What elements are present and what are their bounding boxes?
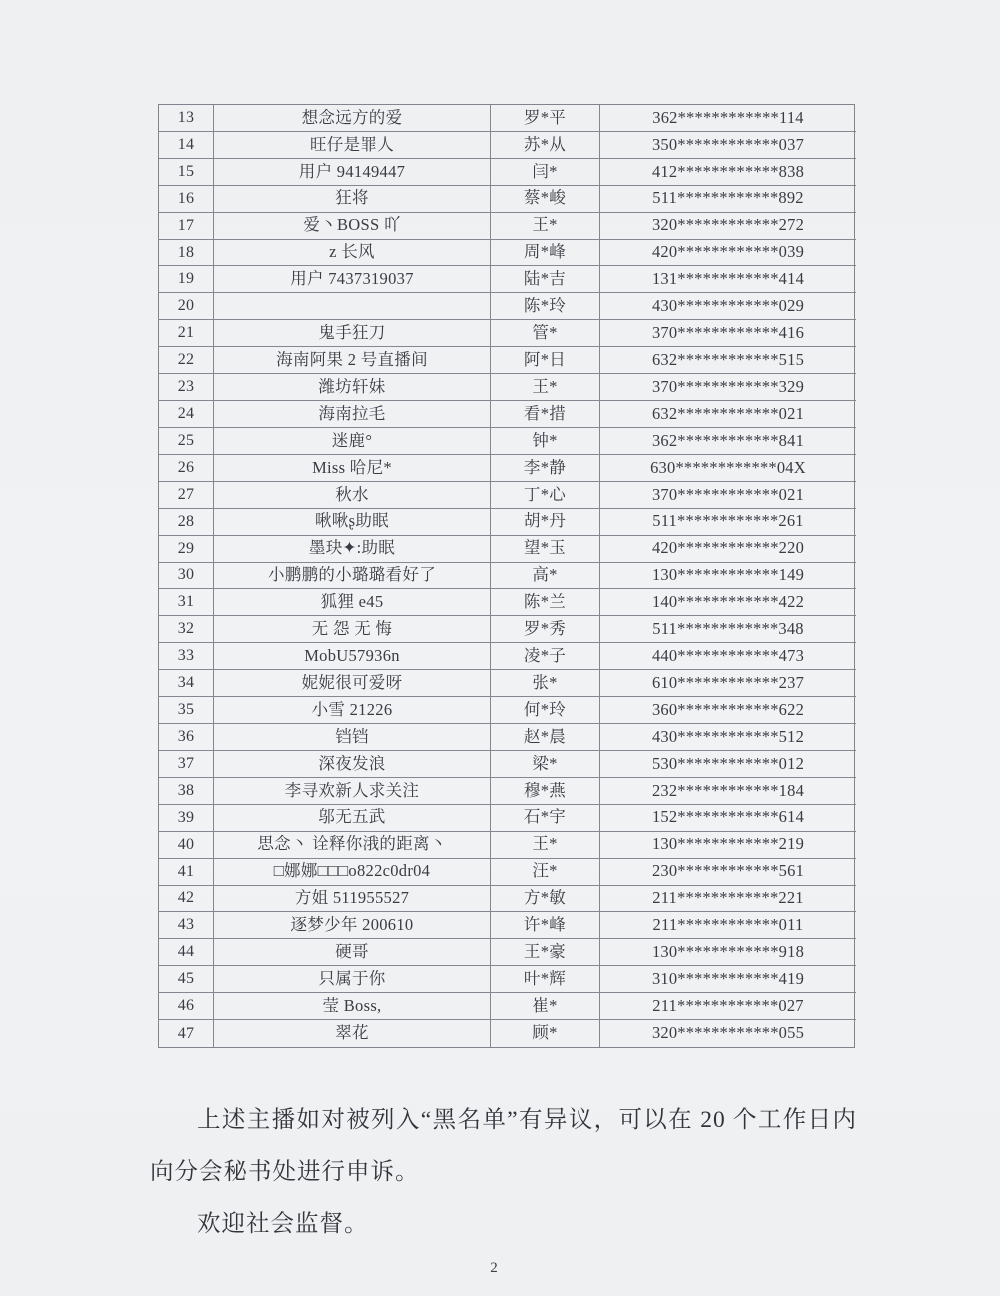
table-cell-nickname: MobU57936n	[214, 643, 491, 670]
table-cell-id: 420************220	[600, 536, 856, 563]
table-cell-name: 周*峰	[491, 240, 600, 267]
table-cell-nickname: □娜娜□□□o822c0dr04	[214, 859, 491, 886]
table-cell-id: 320************055	[651, 1023, 805, 1043]
table-cell-nickname: 用户 7437319037	[214, 266, 491, 293]
table-cell-name: 许*峰	[491, 912, 600, 939]
table-cell-id: 511************892	[600, 186, 856, 213]
table-cell-id: 152************614	[600, 805, 856, 832]
table-cell-no: 40	[159, 832, 214, 859]
table-cell-id: 420************039	[600, 240, 856, 267]
table-cell-nickname: 啾啾ʂ助眠	[214, 509, 491, 536]
table-cell-nickname: 只属于你	[214, 966, 491, 993]
table-cell-nickname: Miss 哈尼*	[214, 455, 491, 482]
table-cell-name: 方*敏	[491, 886, 600, 913]
table-cell-name: 闫*	[491, 159, 600, 186]
table-cell-nickname: 妮妮很可爱呀	[214, 670, 491, 697]
table-cell-nickname: 狂将	[214, 186, 491, 213]
table-cell-nickname: 海南阿果 2 号直播间	[214, 347, 491, 374]
table-cell-nickname: 墨玦✦:助眠	[214, 536, 491, 563]
table-cell-name: 高*	[491, 563, 600, 590]
table-cell-no: 25	[159, 428, 214, 455]
supervision-paragraph: 欢迎社会监督。	[197, 1211, 369, 1237]
table-cell-no: 14	[159, 132, 214, 159]
table-cell-nickname: 用户 94149447	[214, 159, 491, 186]
table-cell-id: 350************037	[600, 132, 856, 159]
table-cell-id: 230************561	[600, 859, 856, 886]
table-cell-name: 王*	[491, 213, 600, 240]
table-cell-name: 王*	[491, 374, 600, 401]
table-cell-no: 43	[159, 912, 214, 939]
table-cell-no: 19	[159, 266, 214, 293]
table-cell-no: 30	[159, 563, 214, 590]
table-cell-name: 赵*晨	[491, 724, 600, 751]
table-cell-no: 35	[159, 697, 214, 724]
table-cell-nickname: 铛铛	[214, 724, 491, 751]
table-cell-nickname: 想念远方的爱	[214, 105, 491, 132]
table-cell-id: 511************261	[600, 509, 856, 536]
table-cell-name: 王*	[491, 832, 600, 859]
table-cell-nickname: 旺仔是罪人	[214, 132, 491, 159]
footer-text-block	[150, 1094, 857, 1250]
table-cell-name: 顾*	[491, 1020, 600, 1047]
table-cell-name: 张*	[491, 670, 600, 697]
table-cell-id: 632************515	[600, 347, 856, 374]
table-cell-no: 27	[159, 482, 214, 509]
table-cell-nickname: 无 怨 无 悔	[214, 616, 491, 643]
table-cell-id: 370************021	[600, 482, 856, 509]
table-cell-nickname: 李寻欢新人求关注	[214, 778, 491, 805]
table-cell-no: 37	[159, 751, 214, 778]
table-cell-no: 42	[159, 886, 214, 913]
table-cell-no: 18	[159, 240, 214, 267]
table-cell-name: 看*措	[491, 401, 600, 428]
table-cell-id: 130************918	[600, 939, 856, 966]
table-cell-nickname: 小鹏鹏的小璐璐看好了	[214, 563, 491, 590]
table-cell-no: 31	[159, 589, 214, 616]
table-cell-nickname: 海南拉毛	[214, 401, 491, 428]
table-cell-id: 630************04X	[600, 455, 856, 482]
table-cell-nickname: 秋水	[214, 482, 491, 509]
table-cell-no: 13	[159, 105, 214, 132]
table-cell-no: 33	[159, 643, 214, 670]
table-cell-nickname: 硬哥	[214, 939, 491, 966]
table-cell-name: 陆*吉	[491, 266, 600, 293]
table-cell-no: 20	[159, 293, 214, 320]
table-cell-id: 211************027	[600, 993, 856, 1020]
table-cell-no: 16	[159, 186, 214, 213]
table-cell-name: 蔡*峻	[491, 186, 600, 213]
table-cell-nickname	[214, 293, 491, 320]
table-cell-name: 望*玉	[491, 536, 600, 563]
table-cell-no: 28	[159, 509, 214, 536]
blacklist-table	[158, 104, 855, 1048]
table-cell-id: 530************012	[600, 751, 856, 778]
table-cell-nickname: 爱丶BOSS 吖	[214, 213, 491, 240]
table-cell-id: 130************219	[600, 832, 856, 859]
table-cell-id: 211************221	[600, 886, 856, 913]
table-cell-name: 叶*辉	[491, 966, 600, 993]
table-cell-name: 陈*玲	[491, 293, 600, 320]
table-cell-nickname: z 长风	[214, 240, 491, 267]
table-cell-name: 苏*从	[491, 132, 600, 159]
table-cell-id: 511************348	[600, 616, 856, 643]
table-cell-id: 211************011	[600, 912, 856, 939]
table-cell-id: 362************114	[600, 105, 856, 132]
table-cell-id: 440************473	[600, 643, 856, 670]
table-cell-no: 34	[159, 670, 214, 697]
table-cell-id: 370************416	[600, 320, 856, 347]
table-cell-name: 陈*兰	[491, 589, 600, 616]
table-cell-name: 罗*秀	[491, 616, 600, 643]
table-cell-name: 王*豪	[491, 939, 600, 966]
table-cell-no: 44	[159, 939, 214, 966]
table-cell-id: 362************841	[600, 428, 856, 455]
table-cell-name: 丁*心	[491, 482, 600, 509]
table-cell-no: 21	[159, 320, 214, 347]
table-cell-nickname: 狐狸 e45	[214, 589, 491, 616]
table-cell-no: 17	[159, 213, 214, 240]
table-cell-nickname: 深夜发浪	[214, 751, 491, 778]
table-cell-nickname: 迷鹿°	[214, 428, 491, 455]
table-cell-no: 32	[159, 616, 214, 643]
table-cell-nickname: 邬无五武	[214, 805, 491, 832]
table-cell-name: 李*静	[491, 455, 600, 482]
table-cell-name: 石*宇	[491, 805, 600, 832]
table-cell-no: 29	[159, 536, 214, 563]
table-cell-name: 梁*	[491, 751, 600, 778]
table-cell-id: 430************029	[600, 293, 856, 320]
table-cell-no: 41	[159, 859, 214, 886]
table-cell-name: 汪*	[491, 859, 600, 886]
table-cell-nickname: 翠花	[214, 1020, 491, 1047]
page-number: 2	[490, 1260, 498, 1276]
table-cell-id: 610************237	[600, 670, 856, 697]
table-cell-name: 阿*日	[491, 347, 600, 374]
table-cell-no: 26	[159, 455, 214, 482]
table-cell-no: 36	[159, 724, 214, 751]
table-cell-id: 370************329	[600, 374, 856, 401]
table-cell-no: 39	[159, 805, 214, 832]
table-cell-id: 310************419	[600, 966, 856, 993]
table-cell-id: 360************622	[600, 697, 856, 724]
table-cell-nickname: 逐梦少年 200610	[214, 912, 491, 939]
table-cell-no: 24	[159, 401, 214, 428]
table-cell-no: 22	[159, 347, 214, 374]
table-cell-name: 何*玲	[491, 697, 600, 724]
table-cell-no: 47	[159, 1020, 214, 1047]
table-cell-nickname: 方姐 511955527	[214, 886, 491, 913]
table-cell-no: 38	[159, 778, 214, 805]
table-cell-id: 632************021	[600, 401, 856, 428]
table-cell-name: 穆*燕	[491, 778, 600, 805]
table-cell-name: 罗*平	[491, 105, 600, 132]
table-cell-id: 130************149	[600, 563, 856, 590]
table-cell-nickname: 思念丶 诠释你涐的距离丶	[214, 832, 491, 859]
table-cell-no: 46	[159, 993, 214, 1020]
table-cell-id: 131************414	[600, 266, 856, 293]
table-cell-nickname: 鬼手狂刀	[214, 320, 491, 347]
table-cell-nickname: 莹 Boss,	[214, 993, 491, 1020]
table-cell-no: 45	[159, 966, 214, 993]
table-cell-nickname: 小雪 21226	[214, 697, 491, 724]
table-cell-name: 崔*	[491, 993, 600, 1020]
table-cell-name: 胡*丹	[491, 509, 600, 536]
table-cell-no: 15	[159, 159, 214, 186]
table-cell-name: 管*	[491, 320, 600, 347]
table-cell-id: 412************838	[600, 159, 856, 186]
table-cell-id: 140************422	[600, 589, 856, 616]
table-cell-no: 23	[159, 374, 214, 401]
table-cell-name: 凌*子	[491, 643, 600, 670]
appeal-paragraph: 上述主播如对被列入“黑名单”有异议，可以在 20 个工作日内向分会秘书处进行申诉。	[150, 1107, 857, 1185]
table-cell-id: 430************512	[600, 724, 856, 751]
table-cell-id: 232************184	[600, 778, 856, 805]
table-cell-nickname: 潍坊轩妹	[214, 374, 491, 401]
table-cell-name: 钟*	[491, 428, 600, 455]
table-cell-id: 320************272	[600, 213, 856, 240]
